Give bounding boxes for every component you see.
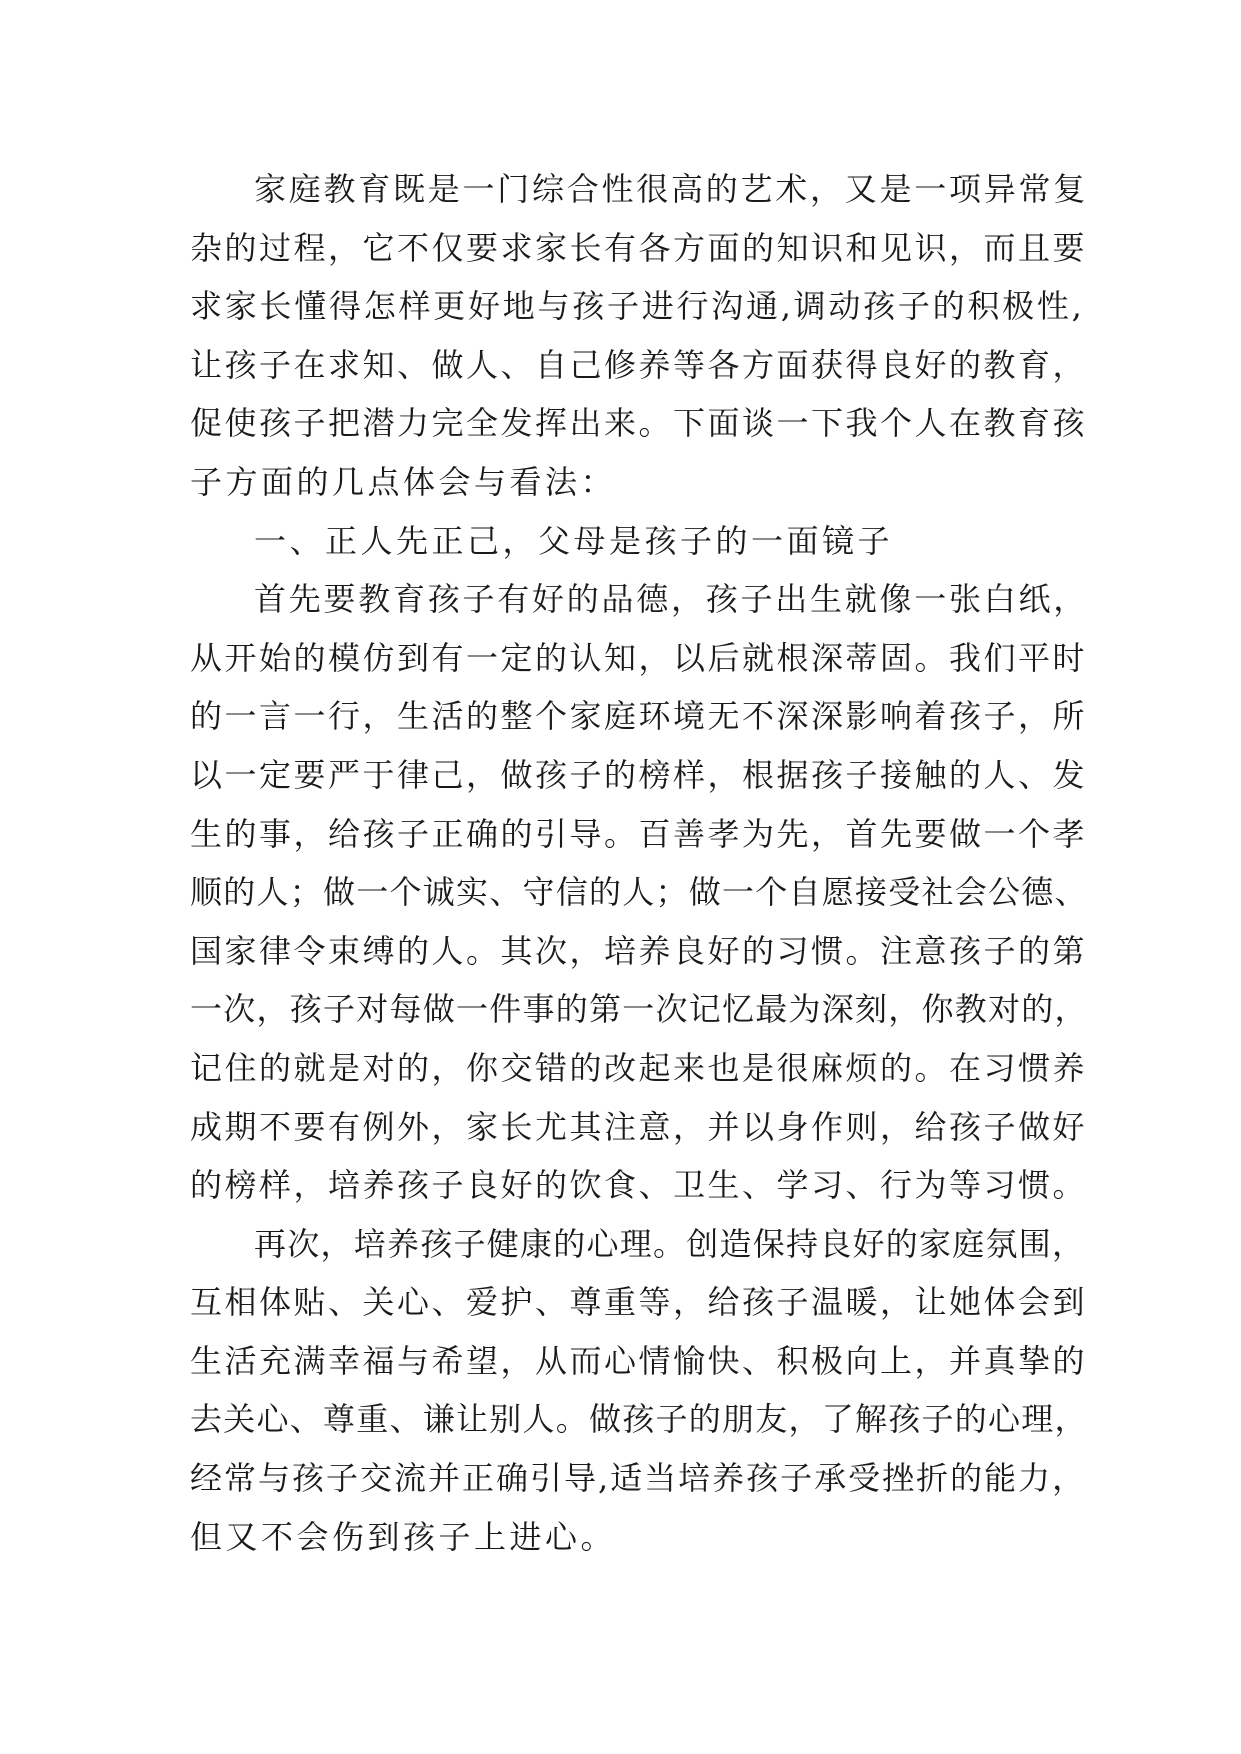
text-line: 从开始的模仿到有一定的认知，以后就根深蒂固。我们平时 [190, 638, 1088, 677]
text-line: 经常与孩子交流并正确引导,适当培养孩子承受挫折的能力， [190, 1459, 1087, 1498]
text-line: 互相体贴、关心、爱护、尊重等，给孩子温暖，让她体会到 [190, 1283, 1088, 1322]
text-line: 促使孩子把潜力完全发挥出来。下面谈一下我个人在教育孩 [190, 404, 1088, 443]
text-line: 求家长懂得怎样更好地与孩子进行沟通,调动孩子的积极性, [190, 287, 1085, 326]
text-line: 去关心、尊重、谦让别人。做孩子的朋友，了解孩子的心理， [190, 1400, 1088, 1439]
text-line: 顺的人；做一个诚实、守信的人；做一个自愿接受社会公德、 [190, 873, 1088, 912]
text-line: 再次，培养孩子健康的心理。创造保持良好的家庭氛围， [254, 1224, 1086, 1263]
text-line: 一次，孩子对每做一件事的第一次记忆最为深刻，你教对的， [190, 990, 1088, 1029]
text-line: 的一言一行，生活的整个家庭环境无不深深影响着孩子，所 [190, 697, 1088, 736]
text-line: 国家律令束缚的人。其次，培养良好的习惯。注意孩子的第 [190, 931, 1088, 970]
text-line: 生的事，给孩子正确的引导。百善孝为先，首先要做一个孝 [190, 814, 1088, 853]
text-line: 首先要教育孩子有好的品德，孩子出生就像一张白纸， [254, 580, 1089, 619]
text-line: 的榜样，培养孩子良好的饮食、卫生、学习、行为等习惯。 [190, 1166, 1088, 1205]
body-text [190, 160, 1090, 1566]
text-line: 家庭教育既是一门综合性很高的艺术，又是一项异常复 [254, 170, 1089, 208]
text-line: 记住的就是对的，你交错的改起来也是很麻烦的。在习惯养 [190, 1048, 1088, 1087]
text-line: 杂的过程，它不仅要求家长有各方面的知识和见识，而且要 [190, 228, 1088, 267]
text-line: 但又不会伤到孩子上进心。 [190, 1517, 617, 1556]
section-heading: 一、正人先正己，父母是孩子的一面镜子 [254, 521, 894, 560]
text-line: 以一定要严于律己，做孩子的榜样，根据孩子接触的人、发 [190, 755, 1088, 794]
text-line: 生活充满幸福与希望，从而心情愉快、积极向上，并真挚的 [190, 1341, 1088, 1380]
text-line: 让孩子在求知、做人、自己修养等各方面获得良好的教育， [190, 345, 1088, 384]
text-line: 子方面的几点体会与看法： [190, 462, 617, 501]
text-line: 成期不要有例外，家长尤其注意，并以身作则，给孩子做好 [190, 1107, 1088, 1146]
